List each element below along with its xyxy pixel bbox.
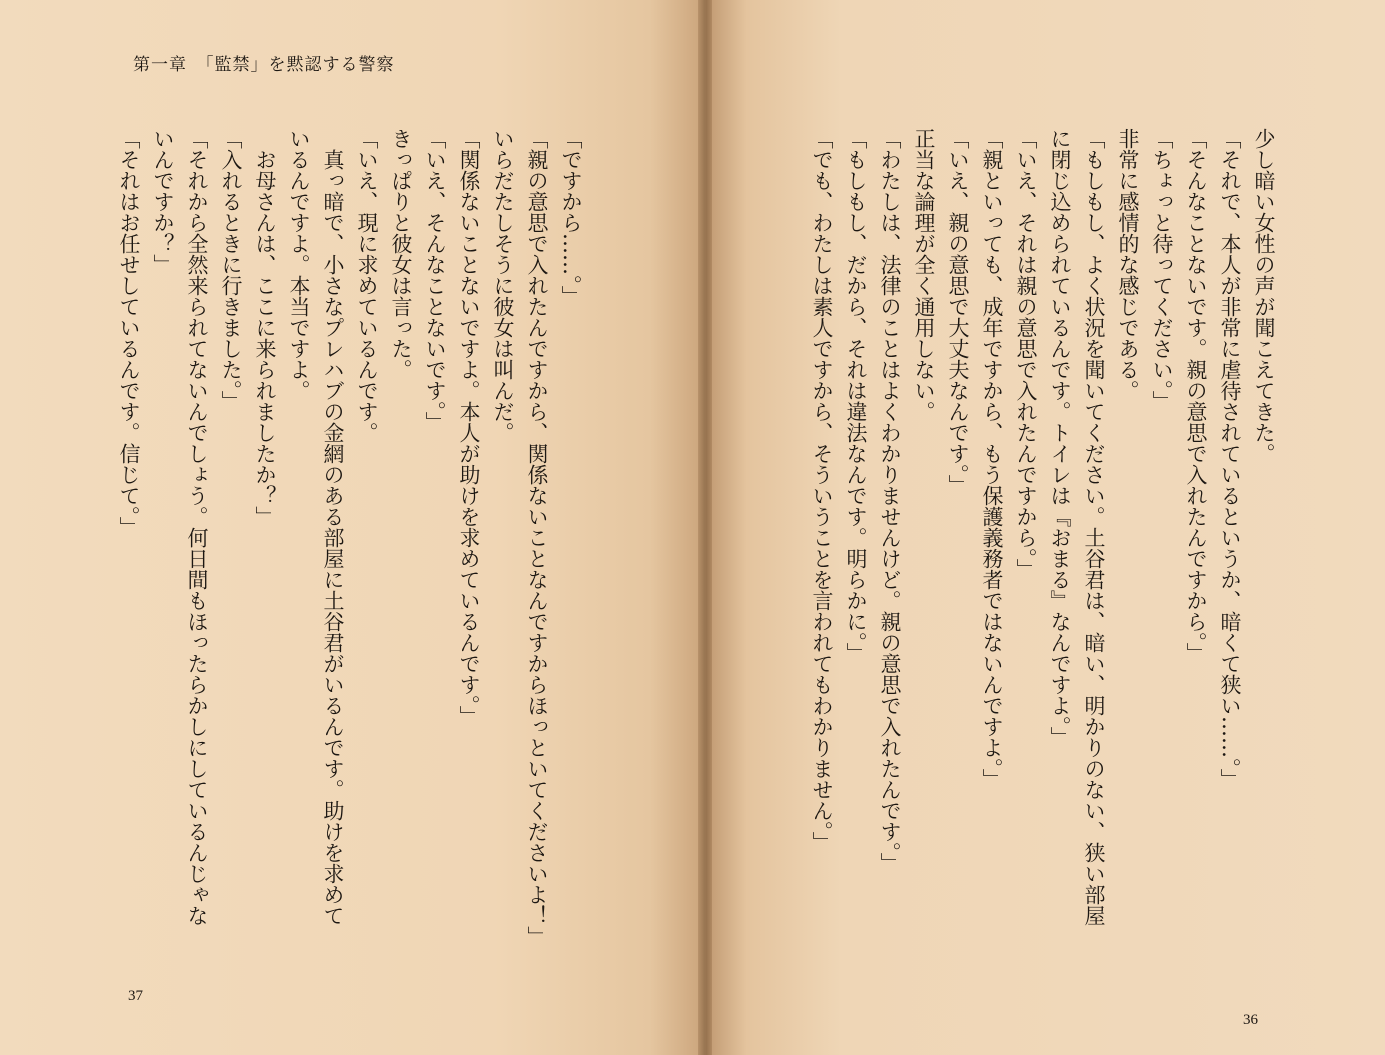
text-line: 「関係ないことないですよ。本人が助けを求めているんです。」	[457, 128, 481, 727]
text-line: いんですか？」	[151, 128, 175, 275]
text-line: に閉じ込められているんです。トイレは『おまる』なんですよ。」	[1048, 128, 1072, 748]
text-line: 正当な論理が全く通用しない。	[912, 128, 936, 422]
text-line: 「いえ、そんなことないです。」	[423, 128, 447, 433]
text-line: 非常に感情的な感じである。	[1116, 128, 1140, 401]
right-page-text	[776, 128, 1281, 1008]
page-number-right: 36	[1243, 1012, 1258, 1028]
text-line: いらだたしそうに彼女は叫んだ。	[491, 128, 515, 443]
text-line: 「もしもし、だから、それは違法なんです。明らかに。」	[844, 128, 868, 664]
left-page-text	[117, 128, 588, 1008]
text-line: 「それから全然来られてないんでしょう。何日間もほったらかしにしているんじゃな	[185, 128, 209, 926]
running-head: 第一章 「監禁」を黙認する警察	[133, 55, 395, 75]
text-line: 「親の意思で入れたんですから、関係ないことなんですからほっといてくださいよ！」	[525, 128, 549, 947]
text-line: 「いえ、それは親の意思で入れたんですから。」	[1014, 128, 1038, 580]
text-line: 「いえ、現に求めているんです。	[355, 128, 379, 443]
text-line: 真っ暗で、小さなプレハブの金網のある部屋に土谷君がいるんです。助けを求めて	[321, 128, 345, 926]
text-line: きっぱりと彼女は言った。	[389, 128, 413, 380]
text-line: いるんですよ。本当ですよ。	[287, 128, 311, 401]
page-number-left: 37	[128, 988, 143, 1004]
text-line: お母さんは、ここに来られましたか？」	[253, 128, 277, 527]
text-line: 「わたしは、法律のことはよくわかりませんけど。親の意思で入れたんです。」	[878, 128, 902, 874]
text-line: 「ちょっと待ってください。」	[1150, 128, 1174, 412]
text-line: 「入れるときに行きました。」	[219, 128, 243, 412]
text-line: 「もしもし、よく状況を聞いてください。土谷君は、暗い、明かりのない、狭い部屋	[1082, 128, 1106, 926]
text-line: 「でも、わたしは素人ですから、そういうことを言われてもわかりません。」	[810, 128, 834, 853]
text-line: 「それで、本人が非常に虐待されているというか、暗くて狭い……。」	[1218, 128, 1242, 790]
text-line: 「そんなことないです。親の意思で入れたんですから。」	[1184, 128, 1208, 664]
book-gutter	[698, 0, 712, 1055]
text-line: 少し暗い女性の声が聞こえてきた。	[1252, 128, 1276, 464]
text-line: 「それはお任せしているんです。信じて。」	[117, 128, 141, 538]
text-line: 「いえ、親の意思で大丈夫なんです。」	[946, 128, 970, 496]
text-line: 「ですから……。」	[559, 128, 583, 307]
text-line: 「親といっても、成年ですから、もう保護義務者ではないんですよ。」	[980, 128, 1004, 790]
